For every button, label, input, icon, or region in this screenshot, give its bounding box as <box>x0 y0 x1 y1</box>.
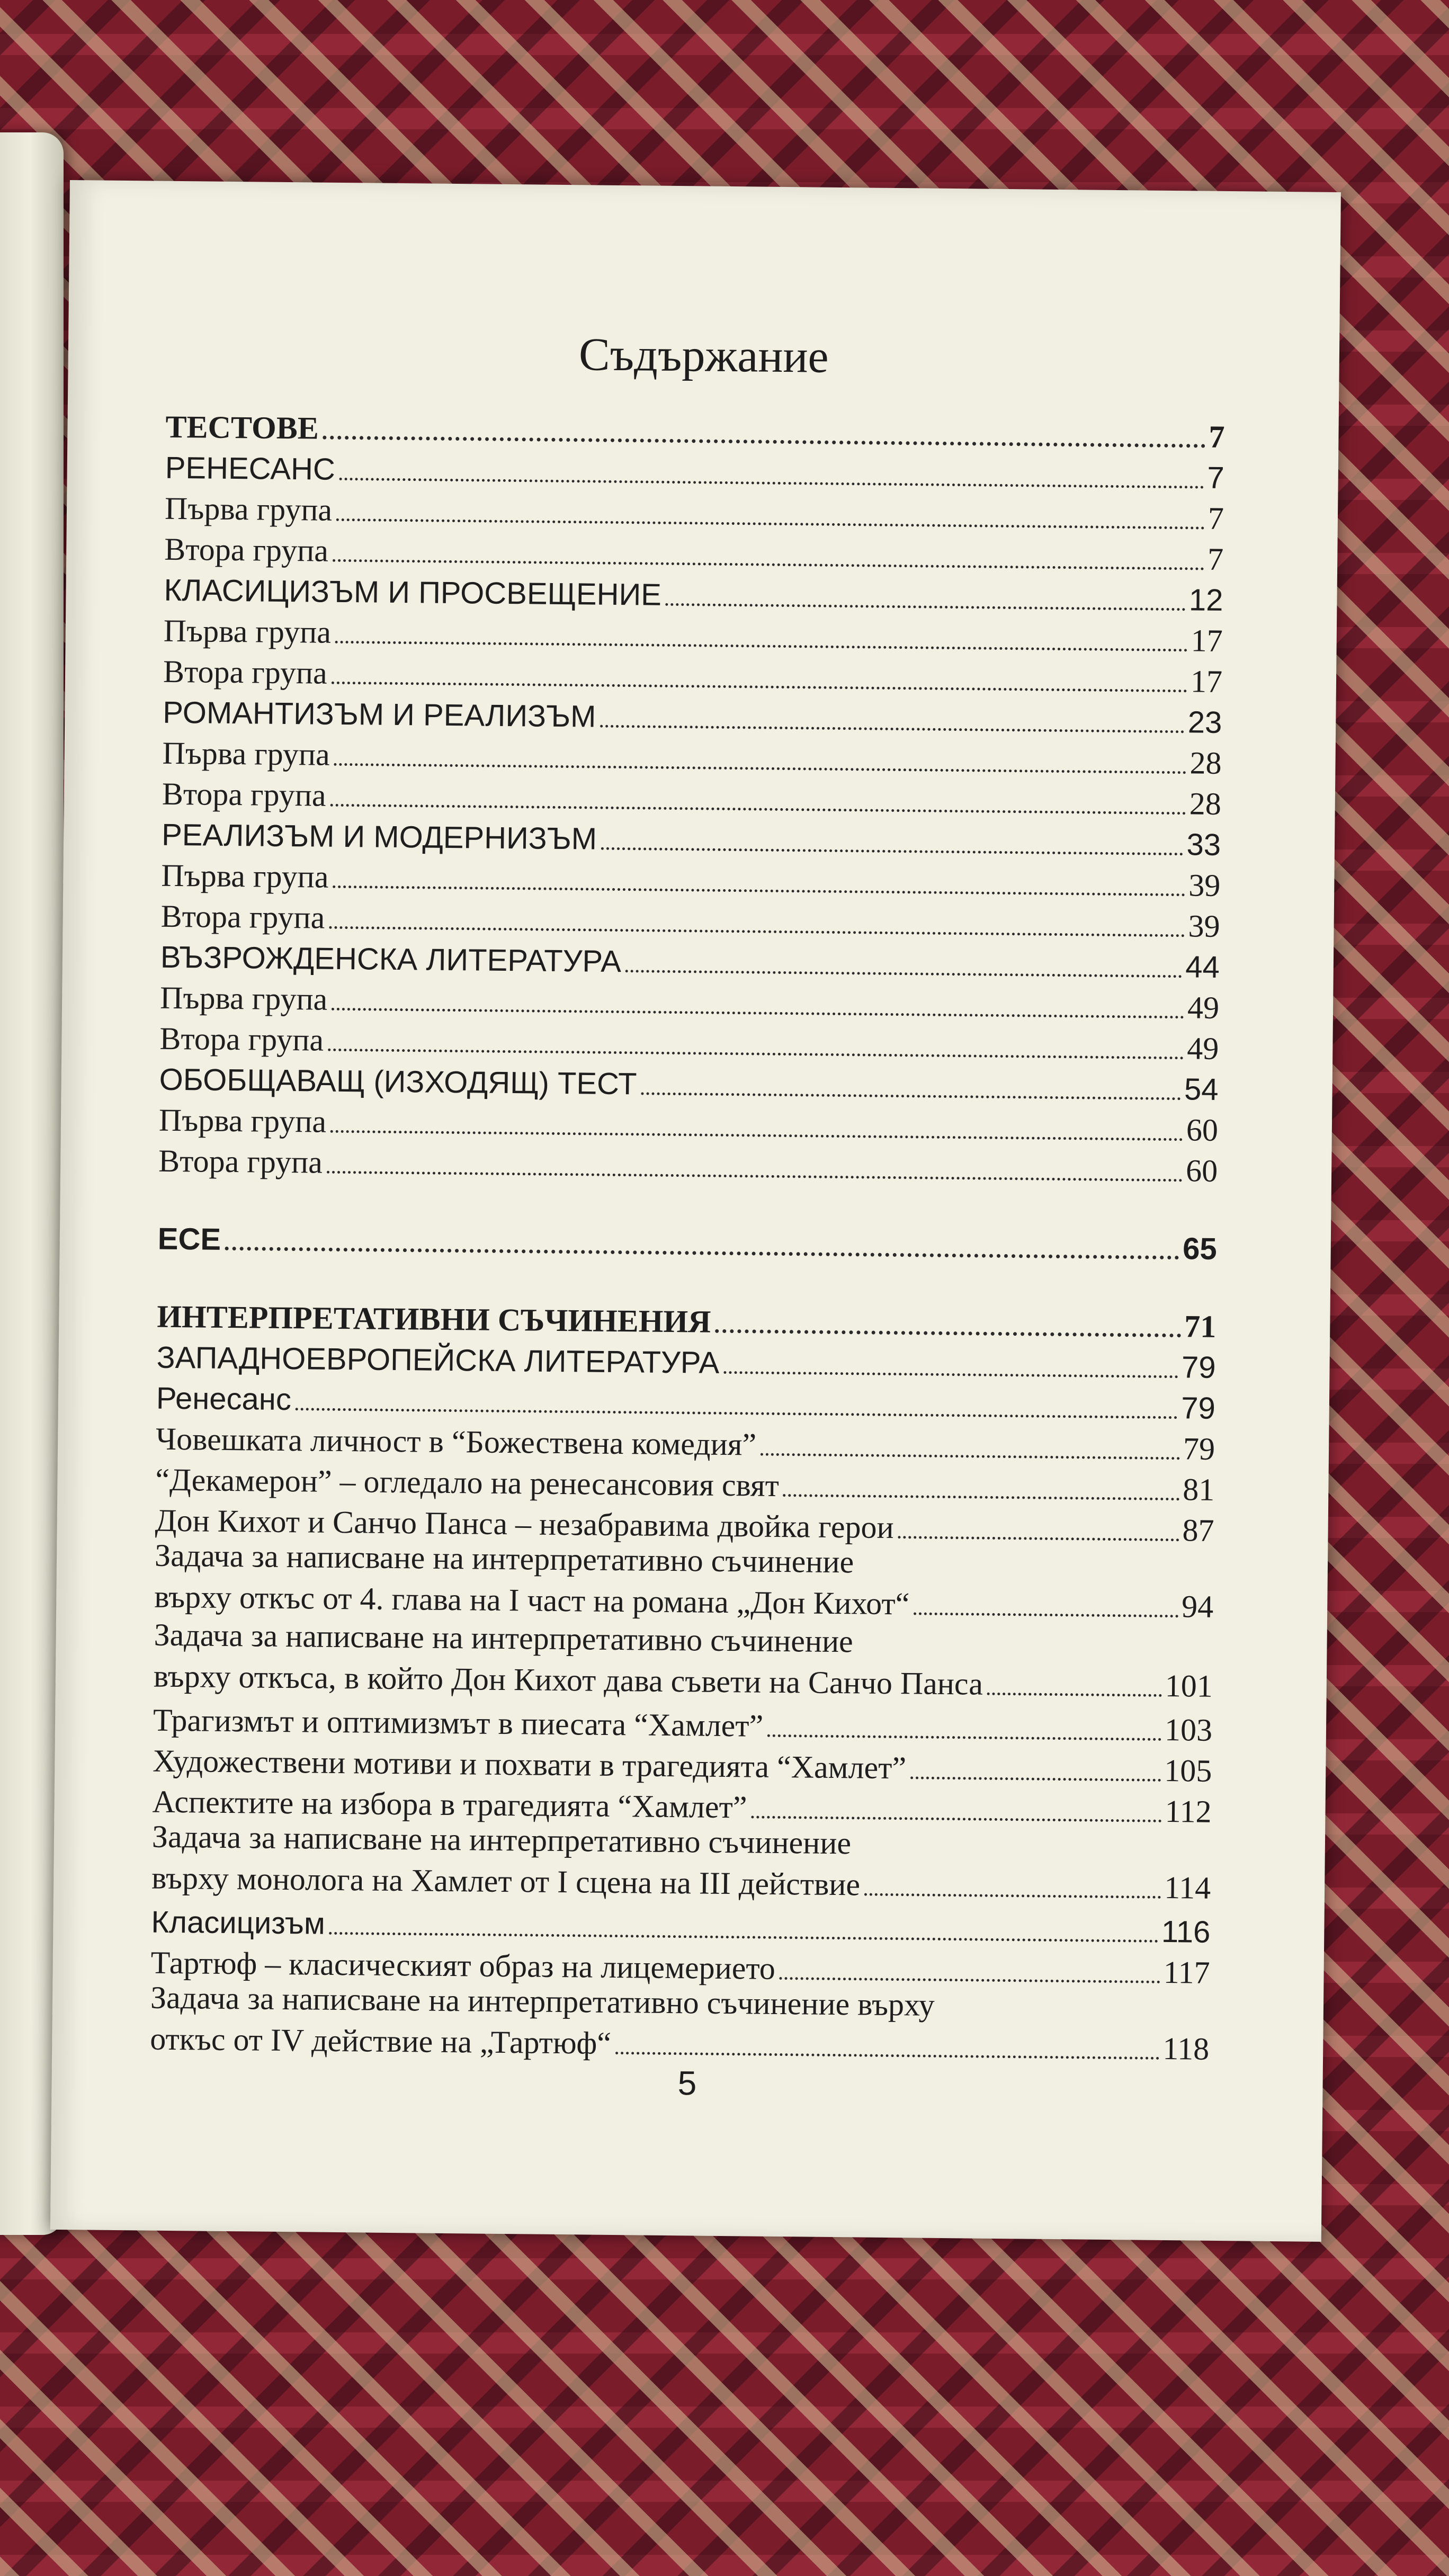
dot-leader <box>601 847 1184 856</box>
dot-leader <box>767 1734 1161 1741</box>
toc-entry-two-line <box>150 1980 1210 2070</box>
toc-entry-title: Втора група <box>159 1021 324 1058</box>
toc-entry-page: 65 <box>1182 1231 1218 1267</box>
toc-entry-title: Първа група <box>161 857 329 895</box>
toc-entry-title: Втора група <box>164 531 329 568</box>
toc-entry-page: 17 <box>1191 623 1223 658</box>
toc-entry-title: Втора група <box>163 654 328 691</box>
dot-leader <box>898 1536 1179 1541</box>
toc-entry-title: Първа група <box>162 735 330 772</box>
book-page <box>50 180 1341 2242</box>
toc-entry-title: ЕСЕ <box>157 1221 221 1257</box>
toc-entry-title: ИНТЕРПРЕТАТИВНИ СЪЧИНЕНИЯ <box>157 1299 711 1339</box>
toc-entry-title: Класицизъм <box>151 1904 326 1941</box>
toc-entry-title: Втора група <box>158 1143 323 1180</box>
toc-entry-title: Тартюф – класическият образ на лицемерието <box>150 1945 776 1986</box>
toc-entry-page: 60 <box>1185 1153 1218 1188</box>
toc-entry-page: 87 <box>1182 1513 1214 1548</box>
dot-leader <box>751 1815 1161 1822</box>
toc-entry-page: 49 <box>1187 1031 1219 1066</box>
toc-entry-title: ЗАПАДНОЕВРОПЕЙСКА ЛИТЕРАТУРА <box>156 1340 720 1381</box>
toc-entry-title: Аспектите на избора в трагедията “Хамлет” <box>152 1784 747 1825</box>
toc-entry-title: Трагизмът и оптимизмът в пиесата “Хамлет” <box>153 1702 764 1743</box>
dot-leader <box>296 1408 1178 1419</box>
dot-leader <box>615 2052 1160 2060</box>
toc-entry-page: 7 <box>1209 419 1225 454</box>
toc-entry-page: 112 <box>1165 1793 1212 1829</box>
toc-entry-title: “Декамерон” – огледало на ренесансовия свят <box>155 1462 780 1503</box>
toc-entry-page: 118 <box>1162 2031 1210 2067</box>
dot-leader <box>723 1371 1178 1378</box>
toc-entry-two-line <box>151 1819 1211 1909</box>
toc-entry-title: Художествени мотиви и похвати в трагедията “Хамлет” <box>153 1743 907 1786</box>
toc-entry-title: Първа група <box>164 490 333 527</box>
toc-entry-page: 7 <box>1207 541 1224 577</box>
dot-leader <box>783 1494 1180 1500</box>
toc-entry-title: Първа група <box>163 613 332 650</box>
toc-entry-page: 71 <box>1184 1309 1217 1344</box>
toc-entry-line2 <box>154 1659 1213 1704</box>
toc-entry-page: 54 <box>1184 1072 1219 1107</box>
toc-entry-title: КЛАСИЦИЗЪМ И ПРОСВЕЩЕНИЕ <box>164 573 662 612</box>
toc-entry-page: 7 <box>1207 460 1225 496</box>
toc-entry-page: 49 <box>1187 990 1220 1025</box>
dot-leader <box>666 603 1186 611</box>
toc-entry-title: Втора група <box>160 898 325 935</box>
toc-entry-title-line1: Задача за написване на интерпретативно съчинение <box>151 1819 852 1861</box>
dot-leader <box>641 1092 1181 1100</box>
toc-entry-page: 44 <box>1185 950 1220 985</box>
toc-entry-title: ВЪЗРОЖДЕНСКА ЛИТЕРАТУРА <box>160 940 622 979</box>
dot-leader <box>625 970 1182 978</box>
toc-entry-page: 103 <box>1164 1712 1213 1748</box>
toc-section-essay <box>158 1215 1218 1266</box>
toc-entry-title-line1: Задача за написване на интерпретативно съчинение върху <box>150 1980 935 2023</box>
toc-entry-page: 17 <box>1190 664 1223 699</box>
toc-entry-title-line1: Задача за написване на интерпретативно съчинение <box>154 1537 854 1580</box>
toc-entry-line2 <box>154 1579 1214 1624</box>
page-number: 5 <box>677 2064 697 2103</box>
toc-entry-title: Ренесанс <box>156 1381 292 1417</box>
toc-entry-page: 94 <box>1181 1589 1214 1624</box>
dot-leader <box>334 763 1187 774</box>
table-of-contents <box>150 404 1225 2070</box>
toc-entry-page: 79 <box>1183 1431 1215 1466</box>
dot-leader <box>225 1247 1179 1259</box>
toc-entry-page: 114 <box>1164 1870 1211 1906</box>
dot-leader <box>333 885 1185 896</box>
toc-entry-page: 28 <box>1189 745 1222 781</box>
toc-entry-title: Втора група <box>162 776 326 813</box>
toc-entry-page: 12 <box>1188 583 1223 618</box>
toc-entry-title-line2: върху монолога на Хамлет от I сцена на III действие <box>151 1860 861 1902</box>
toc-entry-title-line1: Задача за написване на интерпретативно съчинение <box>154 1617 854 1659</box>
dot-leader <box>914 1612 1178 1617</box>
dot-leader <box>333 559 1204 570</box>
toc-entry-page: 79 <box>1181 1391 1216 1426</box>
toc-entry-page: 105 <box>1164 1752 1212 1788</box>
toc-entry-title-line2: откъс от IV действие на „Тартюф“ <box>150 2021 612 2061</box>
toc-entry-two-line <box>154 1538 1214 1627</box>
dot-leader <box>339 478 1204 489</box>
toc-entry-title: ОБОБЩАВАЩ (ИЗХОДЯЩ) ТЕСТ <box>159 1062 637 1102</box>
dot-leader <box>328 1049 1184 1060</box>
toc-entry-page: 116 <box>1161 1915 1211 1950</box>
toc-entry-title: ТЕСТОВЕ <box>165 409 319 446</box>
dot-leader <box>332 682 1187 693</box>
toc-entry-title: РЕАЛИЗЪМ И МОДЕРНИЗЪМ <box>161 817 597 856</box>
dot-leader <box>330 1130 1183 1141</box>
toc-entry-page: 28 <box>1189 786 1222 821</box>
dot-leader <box>323 436 1206 448</box>
dot-leader <box>910 1776 1161 1782</box>
toc-entry-title: Първа група <box>158 1102 327 1139</box>
toc-entry-title: Човешката личност в “Божествена комедия” <box>155 1421 757 1462</box>
dot-leader <box>335 641 1188 651</box>
toc-entry-title: Дон Кихот и Санчо Панса – незабравима двойка герои <box>155 1502 894 1545</box>
dot-leader <box>715 1329 1181 1337</box>
page-title: Съдържание <box>578 329 829 383</box>
toc-entry-page: 79 <box>1181 1350 1216 1385</box>
toc-entry-line2 <box>151 1861 1211 1906</box>
dot-leader <box>327 1171 1183 1182</box>
toc-entry-title-line2: върху откъса, в който Дон Кихот дава съвети на Санчо Панса <box>153 1658 983 1702</box>
toc-entry-page: 7 <box>1208 500 1224 536</box>
dot-leader <box>600 725 1184 734</box>
toc-entry-title: РЕНЕСАНС <box>165 450 336 487</box>
toc-entry-page: 81 <box>1183 1472 1215 1507</box>
dot-leader <box>330 804 1186 815</box>
dot-leader <box>329 926 1185 937</box>
toc-entry-page: 33 <box>1186 827 1221 863</box>
toc-entry-page: 39 <box>1188 867 1221 903</box>
toc-entry-title-line2: върху откъс от 4. глава на I част на романа „Дон Кихот“ <box>154 1579 910 1622</box>
toc-entry-page: 39 <box>1188 908 1220 944</box>
toc-entry-title: Първа група <box>159 980 328 1017</box>
dot-leader <box>761 1453 1180 1460</box>
dot-leader <box>864 1893 1161 1899</box>
toc-entry-page: 101 <box>1165 1668 1213 1704</box>
dot-leader <box>987 1693 1162 1697</box>
toc-entry-page: 117 <box>1163 1954 1210 1990</box>
dot-leader <box>332 1008 1184 1018</box>
toc-entry-two-line <box>154 1617 1213 1707</box>
toc-entry-page: 60 <box>1186 1112 1219 1148</box>
toc-entry-page: 23 <box>1187 705 1222 740</box>
dot-leader <box>329 1932 1158 1943</box>
toc-entry-title: РОМАНТИЗЪМ И РЕАЛИЗЪМ <box>163 695 596 734</box>
dot-leader <box>780 1977 1160 1983</box>
dot-leader <box>336 518 1205 530</box>
